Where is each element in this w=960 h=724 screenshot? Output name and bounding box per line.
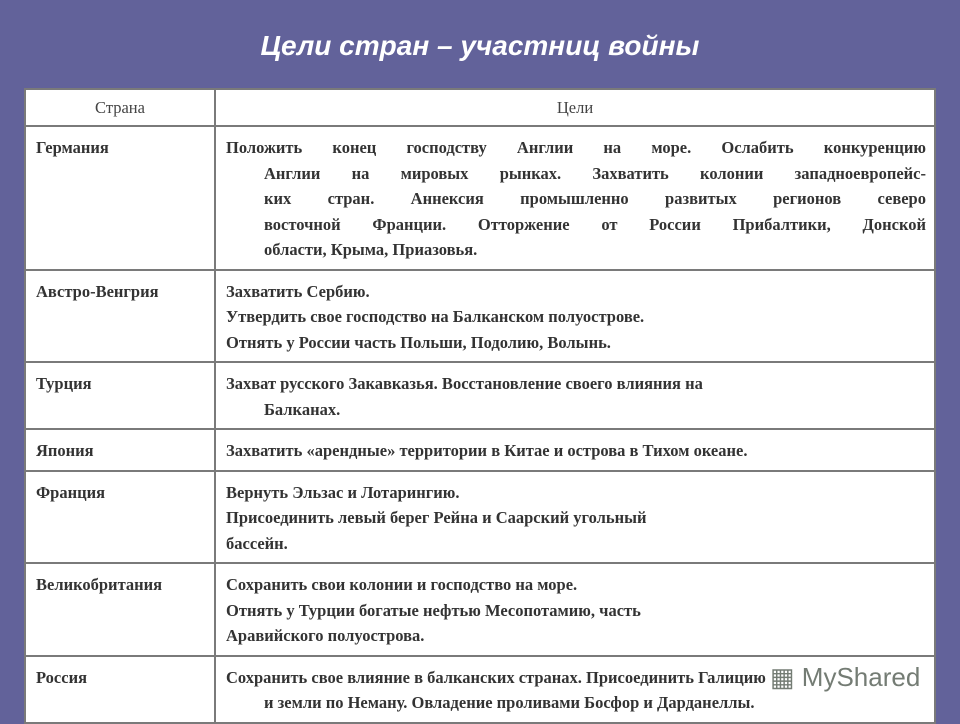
country-cell: Великобритания [25, 563, 215, 656]
goal-line: области, Крыма, Приазовья. [264, 240, 478, 259]
goal-line: Аравийского полуострова. [226, 626, 425, 645]
goal-line: Вернуть Эльзас и Лотарингию. [226, 482, 460, 502]
table-row [25, 126, 935, 270]
country-cell: Германия [25, 126, 215, 270]
goal-line: Отнять у России часть Польши, Подолию, Волынь. [226, 332, 611, 352]
country-cell: Турция [25, 362, 215, 429]
country-cell: Япония [25, 429, 215, 471]
goals-cell [215, 362, 935, 429]
goal-line: Отнять у Турции богатые нефтью Месопотамию, часть [226, 600, 641, 620]
country-cell: Австро-Венгрия [25, 270, 215, 363]
war-goals-table [24, 88, 936, 724]
goal-line: ких стран. Аннексия промышленно развитых регионов северо [264, 189, 926, 208]
table-row [25, 563, 935, 656]
table-row [25, 270, 935, 363]
goal-line: Сохранить свое влияние в балканских странах. Присоединить Галицию [226, 667, 766, 687]
goal-line: Балканах. [264, 399, 341, 419]
header-country: Страна [25, 89, 215, 126]
goals-cell [215, 563, 935, 656]
country-cell: Россия [25, 656, 215, 723]
goals-cell [215, 126, 935, 270]
header-goals: Цели [215, 89, 935, 126]
goal-line: Положить конец господству Англии на море. Ослабить конкуренцию [226, 138, 926, 157]
goal-line: Захват русского Закавказья. Восстановление своего влияния на [226, 374, 703, 393]
slide-title: Цели стран – участниц войны [260, 30, 700, 61]
goal-line: Англии на мировых рынках. Захватить колонии западноевропейс- [264, 163, 926, 183]
goal-line: Захватить Сербию. [226, 281, 370, 301]
goal-line: бассейн. [226, 533, 288, 553]
table-row [25, 471, 935, 564]
goals-cell [215, 429, 935, 471]
table-row [25, 362, 935, 429]
goal-line: Утвердить свое господство на Балканском полуострове. [226, 307, 645, 326]
table-row [25, 429, 935, 471]
goal-line: Присоединить левый берег Рейна и Саарский угольный [226, 508, 647, 527]
watermark-logo: ▦ MyShared [770, 662, 921, 692]
table-header-row [25, 89, 935, 126]
goals-cell [215, 270, 935, 363]
goals-cell [215, 471, 935, 564]
country-cell: Франция [25, 471, 215, 564]
goal-line: восточной Франции. Отторжение от России Прибалтики, Донской [264, 214, 926, 234]
goal-line: Сохранить свои колонии и господство на море. [226, 575, 578, 594]
goal-line: и земли по Неману. Овладение проливами Босфор и Дарданеллы. [264, 693, 755, 712]
goal-line: Захватить «арендные» территории в Китае и острова в Тихом океане. [226, 441, 748, 460]
